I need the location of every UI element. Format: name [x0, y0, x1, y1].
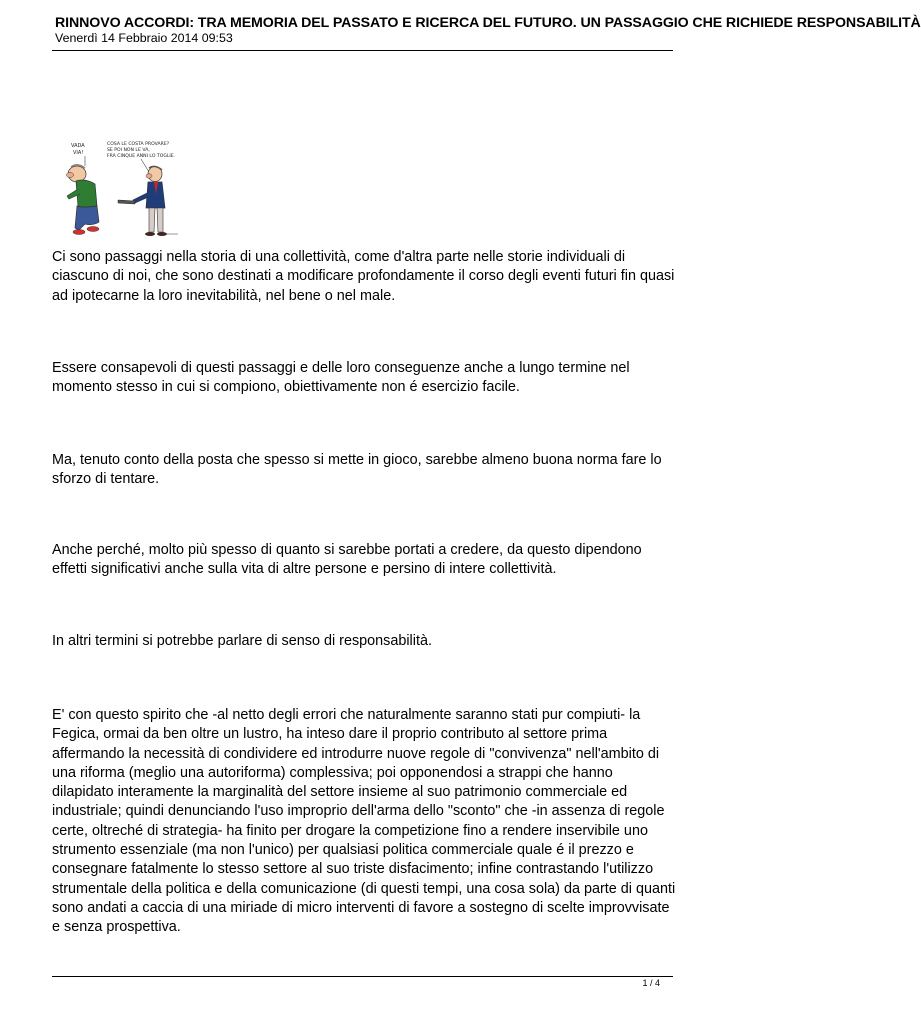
- header-divider: [52, 50, 673, 51]
- page-number: 1 / 4: [642, 978, 660, 988]
- caption-right-line-1: COSA LE COSTA PROVARE?: [107, 142, 170, 147]
- man-right-figure: [118, 166, 167, 236]
- article-paragraph-4: Anche perché, molto più spesso di quanto si sarebbe portati a credere, da questo dipendono effetti significativi anche sulla vita di altre persone e persino di intere collettività.: [52, 542, 642, 578]
- footer-divider: [52, 976, 673, 977]
- page-title: RINNOVO ACCORDI: TRA MEMORIA DEL PASSATO E RICERCA DEL FUTURO. UN PASSAGGIO CHE RICHIEDE RESPONSABILITÀ: [55, 15, 921, 31]
- caption-right-line-3: FRA CINQUE ANNI LO TOGLIE.: [107, 154, 176, 159]
- caption-right-line-2: SE POI NON LE VA,: [107, 148, 150, 153]
- cartoon-caption-right: [107, 141, 175, 159]
- caption-left-line-2: VIA!: [73, 150, 84, 156]
- article-paragraph-3: Ma, tenuto conto della posta che spesso si mette in gioco, sarebbe almeno buona norma fare lo sforzo di tentare.: [52, 452, 662, 488]
- man-left-figure: [67, 165, 100, 235]
- article-paragraph-5: In altri termini si potrebbe parlare di senso di responsabilità.: [52, 633, 432, 649]
- caption-left-line-1: VADA: [71, 143, 85, 149]
- publish-date: Venerdì 14 Febbraio 2014 09:53: [55, 31, 233, 45]
- cartoon-illustration: [63, 134, 184, 240]
- article-paragraph-2: Essere consapevoli di questi passaggi e delle loro conseguenze anche a lungo termine nel momento stesso in cui si compiono, obiettivamente non é esercizio facile.: [52, 360, 630, 396]
- article-paragraph-1: Ci sono passaggi nella storia di una collettività, come d'altra parte nelle storie individuali di ciascuno di noi, che sono destinati a modificare profondamente il corso degli eventi futuri fin quasi ad ipotecarne la loro inevitabilità, nel bene o nel male.: [52, 249, 675, 304]
- cartoon-caption-left: [71, 143, 85, 156]
- article-paragraph-6: E' con questo spirito che -al netto degli errori che naturalmente saranno stati pur compiuti- la Fegica, ormai da ben oltre un lustro, ha inteso dare il proprio contributo al settore prima affermando la necessità di condividere ed introdurre nuove regole di "convivenza" nell'ambito di una riforma (meglio una autoriforma) complessiva; poi opponendosi a strappi che hanno dilapidato interamente la marginalità del settore insieme al suo patrimonio commerciale ed industriale; quindi denunciando l'uso improprio dell'arma dello "sconto" che -in assenza di regole certe, oltreché di strategia- ha finito per drogare la competizione fino a rendere inservibile uno strumento essenziale (ma non l'unico) per qualsiasi politica commerciale quale é il prezzo e consegnare fatalmente lo stesso settore al suo triste disfacimento; infine contrastando l'utilizzo strumentale della politica e della comunicazione (di questi tempi, una cosa sola) da parte di quanti sono andati a caccia di una miriade di micro interventi di favore a sostegno di scelte improvvisate e senza prospettiva.: [52, 707, 676, 936]
